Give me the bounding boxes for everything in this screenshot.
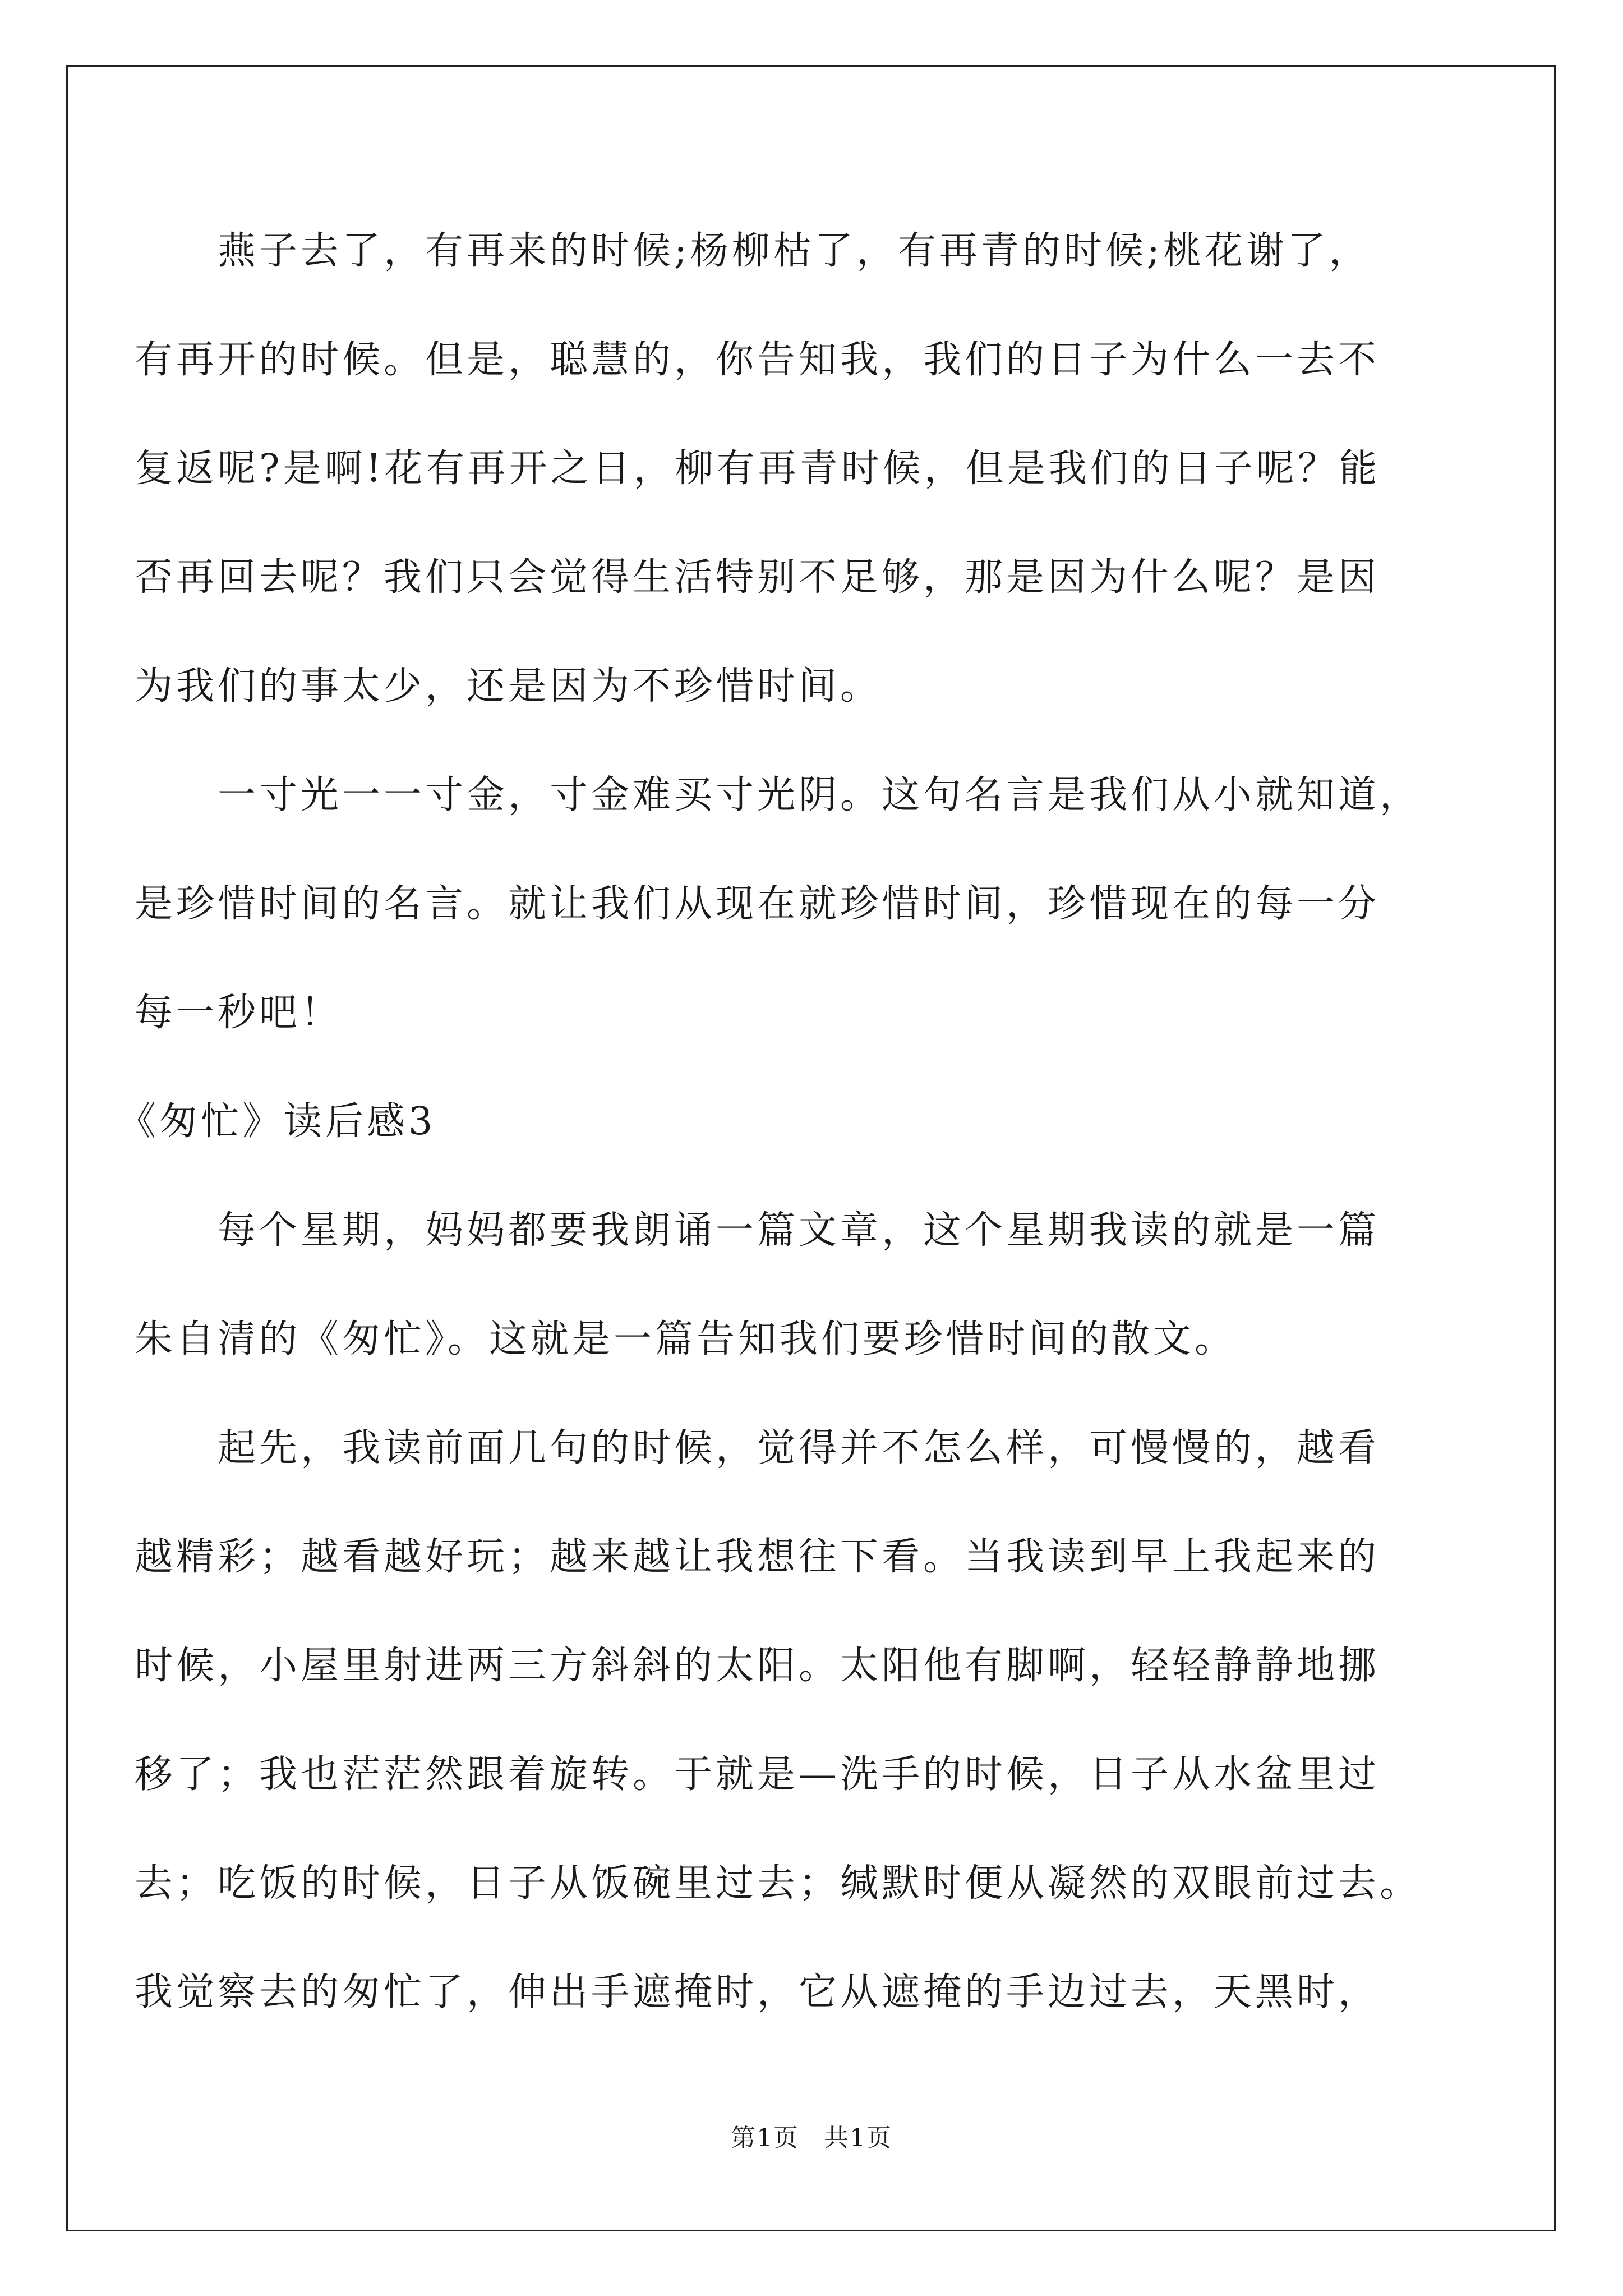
paragraph-line: 每一秒吧！ — [135, 991, 343, 1035]
paragraph-line: 为我们的事太少，还是因为不珍惜时间。 — [135, 664, 882, 708]
paragraph-line: 有再开的时候。但是，聪慧的，你告知我，我们的日子为什么一去不 — [135, 338, 1380, 382]
paragraph-line: 否再回去呢？我们只会觉得生活特别不足够，那是因为什么呢？是因 — [135, 555, 1380, 600]
paragraph-line: 燕子去了，有再来的时候;杨柳枯了，有再青的时候;桃花谢了， — [218, 229, 1371, 273]
paragraph-line: 是珍惜时间的名言。就让我们从现在就珍惜时间，珍惜现在的每一分 — [135, 882, 1380, 926]
paragraph-line: 移了；我也茫茫然跟着旋转。于就是—洗手的时候，日子从水盆里过 — [135, 1752, 1380, 1797]
paragraph-line: 我觉察去的匆忙了，伸出手遮掩时，它从遮掩的手边过去，天黑时， — [135, 1970, 1380, 2014]
section-heading: 《匆忙》读后感3 — [118, 1099, 436, 1144]
paragraph-line: 时候，小屋里射进两三方斜斜的太阳。太阳他有脚啊，轻轻静静地挪 — [135, 1644, 1380, 1688]
paragraph-line: 越精彩；越看越好玩；越来越让我想往下看。当我读到早上我起来的 — [135, 1535, 1380, 1579]
paragraph-line: 每个星期，妈妈都要我朗诵一篇文章，这个星期我读的就是一篇 — [218, 1208, 1380, 1253]
paragraph-line: 去；吃饭的时候，日子从饭碗里过去；缄默时便从凝然的双眼前过去。 — [135, 1861, 1422, 1906]
paragraph-line: 复返呢?是啊!花有再开之日，柳有再青时候，但是我们的日子呢？能 — [135, 447, 1381, 491]
page-number: 第1页 — [731, 2124, 799, 2152]
paragraph-line: 一寸光一一寸金，寸金难买寸光阴。这句名言是我们从小就知道， — [218, 773, 1422, 817]
paragraph-line: 起先，我读前面几句的时候，觉得并不怎么样，可慢慢的，越看 — [218, 1426, 1380, 1470]
page-total: 共1页 — [824, 2124, 892, 2152]
page-footer — [0, 2122, 1623, 2155]
paragraph-line: 朱自清的《匆忙》。这就是一篇告知我们要珍惜时间的散文。 — [135, 1317, 1237, 1361]
